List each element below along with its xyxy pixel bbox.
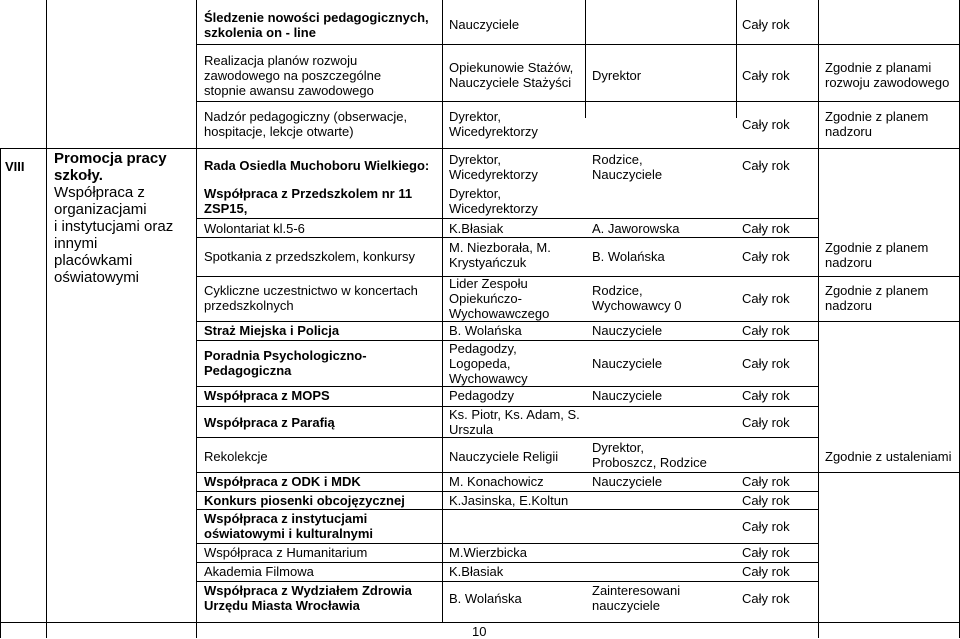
term-cell: Cały rok	[742, 591, 790, 606]
term-cell: Cały rok	[742, 221, 790, 236]
task-cell: Akademia Filmowa	[204, 564, 314, 579]
task-cell: Wolontariat kl.5-6	[204, 221, 305, 236]
task-cell: Współpraca z ODK i MDK	[204, 474, 361, 489]
task-cell: Śledzenie nowości pedagogicznych, szkolenia on - line	[204, 10, 429, 40]
responsible-cell: B. Wolańska	[449, 323, 522, 338]
term-cell: Cały rok	[742, 474, 790, 489]
term-cell: Cały rok	[742, 158, 790, 173]
task-cell: Nadzór pedagogiczny (obserwacje, hospitacje, lekcje otwarte)	[204, 109, 408, 139]
term-cell: Cały rok	[742, 249, 790, 264]
monitor-cell: Zgodnie z planami rozwoju zawodowego	[825, 60, 950, 90]
task-cell: Poradnia Psychologiczno- Pedagogiczna	[204, 348, 367, 378]
partner-cell: Nauczyciele	[592, 474, 663, 489]
responsible-cell: B. Wolańska	[449, 591, 522, 606]
page-number: 10	[472, 624, 487, 639]
term-cell: Cały rok	[742, 545, 790, 560]
term-cell: Cały rok	[742, 68, 790, 83]
term-cell: Cały rok	[742, 17, 790, 32]
responsible-cell: K.Błasiak	[449, 564, 504, 579]
task-cell: Współpraca z MOPS	[204, 388, 330, 403]
partner-cell: Rodzice, Nauczyciele	[592, 152, 663, 182]
responsible-cell: Pedagodzy	[449, 388, 515, 403]
section-number: VIII	[5, 159, 25, 174]
partner-cell: B. Wolańska	[592, 249, 665, 264]
task-cell: Spotkania z przedszkolem, konkursy	[204, 249, 415, 264]
term-cell: Cały rok	[742, 493, 790, 508]
responsible-cell: K.Jasinska, E.Koltun	[449, 493, 569, 508]
partner-cell: Nauczyciele	[592, 356, 663, 371]
task-cell: Rada Osiedla Muchoboru Wielkiego:	[204, 158, 430, 173]
monitor-cell: Zgodnie z planem nadzoru	[825, 240, 929, 270]
responsible-cell: Opiekunowie Stażów, Nauczyciele Stażyści	[449, 60, 574, 90]
task-cell: Konkurs piosenki obcojęzycznej	[204, 493, 405, 508]
partner-cell: A. Jaworowska	[592, 221, 680, 236]
responsible-cell: Lider Zespołu Opiekuńczo- Wychowawczego	[449, 276, 550, 321]
responsible-cell: Dyrektor, Wicedyrektorzy	[449, 152, 538, 182]
term-cell: Cały rok	[742, 415, 790, 430]
partner-cell: Nauczyciele	[592, 388, 663, 403]
term-cell: Cały rok	[742, 388, 790, 403]
monitor-cell: Zgodnie z ustaleniami	[825, 449, 952, 464]
responsible-cell: M. Niezborała, M. Krystyańczuk	[449, 240, 551, 270]
partner-cell: Nauczyciele	[592, 323, 663, 338]
partner-cell: Dyrektor, Proboszcz, Rodzice	[592, 440, 707, 470]
partner-cell: Dyrektor	[592, 68, 642, 83]
monitor-cell: Zgodnie z planem nadzoru	[825, 109, 929, 139]
task-cell: Straż Miejska i Policja	[204, 323, 340, 338]
task-cell: Współpraca z Parafią	[204, 415, 335, 430]
responsible-cell: M. Konachowicz	[449, 474, 544, 489]
partner-cell: Zainteresowani nauczyciele	[592, 583, 681, 613]
responsible-cell: M.Wierzbicka	[449, 545, 528, 560]
responsible-cell: Pedagodzy, Logopeda, Wychowawcy	[449, 341, 528, 386]
task-cell: Współpraca z Wydziałem Zdrowia Urzędu Miasta Wrocławia	[204, 583, 412, 613]
term-cell: Cały rok	[742, 323, 790, 338]
responsible-cell: Nauczyciele	[449, 17, 520, 32]
monitor-cell: Zgodnie z planem nadzoru	[825, 283, 929, 313]
responsible-cell: Ks. Piotr, Ks. Adam, S. Urszula	[449, 407, 580, 437]
responsible-cell: Dyrektor, Wicedyrektorzy	[449, 109, 538, 139]
term-cell: Cały rok	[742, 291, 790, 306]
partner-cell: Rodzice, Wychowawcy 0	[592, 283, 682, 313]
task-cell: Współpraca z Humanitarium	[204, 545, 368, 560]
term-cell: Cały rok	[742, 519, 790, 534]
term-cell: Cały rok	[742, 564, 790, 579]
term-cell: Cały rok	[742, 356, 790, 371]
task-cell: Rekolekcje	[204, 449, 268, 464]
section-title: Promocja pracy szkoły. Współpraca z organizacjami i instytucjami oraz innymi placówkami oświatowymi	[54, 150, 174, 286]
task-cell: Cykliczne uczestnictwo w koncertach przedszkolnych	[204, 283, 418, 313]
term-cell: Cały rok	[742, 117, 790, 132]
task-cell: Realizacja planów rozwoju zawodowego na poszczególne stopnie awansu zawodowego	[204, 53, 382, 98]
task-cell: Współpraca z Przedszkolem nr 11 ZSP15,	[204, 186, 413, 216]
responsible-cell: K.Błasiak	[449, 221, 504, 236]
responsible-cell: Nauczyciele Religii	[449, 449, 559, 464]
responsible-cell: Dyrektor, Wicedyrektorzy	[449, 186, 538, 216]
task-cell: Współpraca z instytucjami oświatowymi i kulturalnymi	[204, 511, 374, 541]
